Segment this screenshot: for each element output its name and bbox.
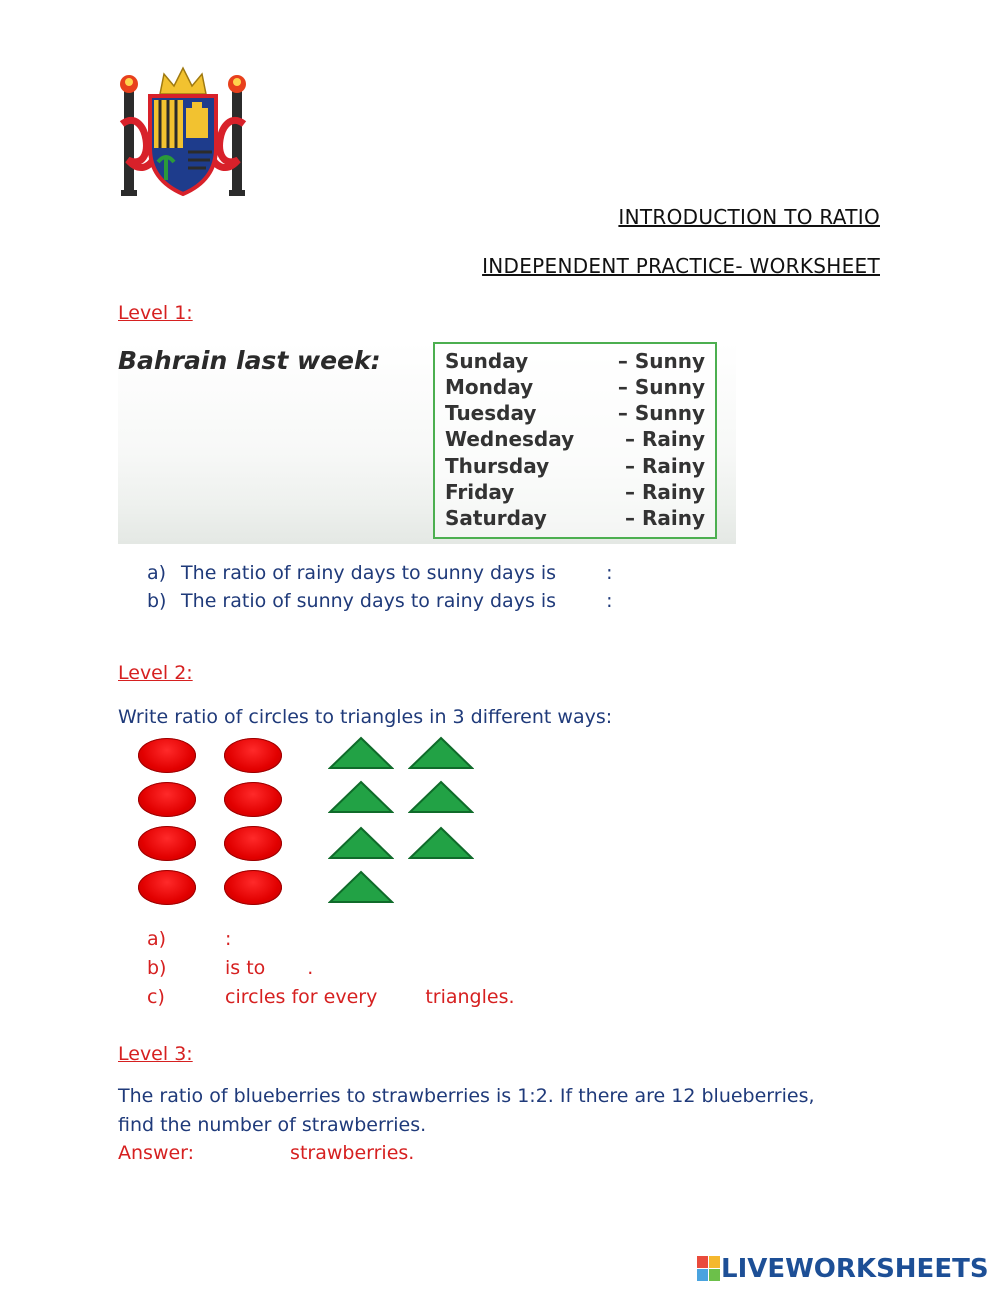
answer-part: triangles. — [425, 986, 515, 1008]
answer-part: is to — [225, 957, 266, 979]
level-3-answer-row — [118, 1142, 414, 1164]
page-subtitle: INDEPENDENT PRACTICE- WORKSHEET — [482, 254, 880, 278]
red-circle-shape — [138, 782, 196, 817]
level-3-question-line-1: The ratio of blueberries to strawberries is 1:2. If there are 12 blueberries, — [118, 1085, 815, 1107]
red-circle-shape — [224, 826, 282, 861]
question-b — [147, 590, 613, 612]
day-weather: – Rainy — [625, 480, 705, 504]
day-name: Wednesday — [445, 427, 575, 451]
level-1-heading: Level 1: — [118, 302, 193, 324]
weather-heading: Bahrain last week: — [118, 346, 381, 375]
weather-day-list — [433, 342, 717, 539]
red-circle-shape — [224, 782, 282, 817]
ratio-colon: : — [606, 590, 613, 612]
day-name: Thursday — [445, 454, 550, 478]
weather-row-thursday — [445, 454, 705, 480]
liveworksheets-logo — [697, 1254, 989, 1284]
green-triangle-shape — [408, 780, 474, 814]
school-crest-icon — [118, 64, 248, 200]
answer-row-a — [147, 928, 231, 950]
day-name: Sunday — [445, 349, 529, 373]
green-triangle-shape — [408, 826, 474, 860]
level-2-prompt: Write ratio of circles to triangles in 3 different ways: — [118, 706, 613, 728]
red-circle-shape — [138, 870, 196, 905]
answer-label: Answer: — [118, 1142, 195, 1164]
level-3-heading: Level 3: — [118, 1043, 193, 1065]
green-triangle-shape — [408, 736, 474, 770]
liveworksheets-logo-text: LIVEWORKSHEETS — [721, 1254, 989, 1284]
day-weather: – Sunny — [617, 375, 705, 399]
level-3-question-line-2: find the number of strawberries. — [118, 1114, 427, 1136]
green-triangle-shape — [328, 826, 394, 860]
answer-label: a) — [147, 928, 167, 950]
day-weather: – Sunny — [617, 349, 705, 373]
weather-row-tuesday — [445, 401, 705, 427]
answer-row-c — [147, 986, 515, 1008]
day-weather: – Rainy — [625, 454, 705, 478]
weather-row-friday — [445, 480, 705, 506]
answer-part: . — [307, 957, 314, 979]
day-name: Monday — [445, 375, 534, 399]
question-label: b) — [147, 590, 167, 612]
question-text: The ratio of sunny days to rainy days is — [181, 590, 557, 612]
answer-part: : — [225, 928, 232, 950]
day-name: Friday — [445, 480, 515, 504]
ratio-colon: : — [606, 562, 613, 584]
question-text: The ratio of rainy days to sunny days is — [181, 562, 557, 584]
liveworksheets-logo-icon — [697, 1256, 721, 1282]
answer-label: b) — [147, 957, 167, 979]
green-triangle-shape — [328, 870, 394, 904]
green-triangle-shape — [328, 780, 394, 814]
answer-part: circles for every — [225, 986, 378, 1008]
shapes-group — [130, 736, 490, 908]
green-triangle-shape — [328, 736, 394, 770]
answer-row-b — [147, 957, 313, 979]
answer-unit: strawberries. — [290, 1142, 415, 1164]
answer-label: c) — [147, 986, 165, 1008]
red-circle-shape — [224, 870, 282, 905]
red-circle-shape — [224, 738, 282, 773]
weather-row-saturday — [445, 506, 705, 532]
weather-row-monday — [445, 375, 705, 401]
weather-card — [118, 342, 736, 544]
weather-row-wednesday — [445, 427, 705, 453]
page-title: INTRODUCTION TO RATIO — [618, 205, 880, 229]
question-label: a) — [147, 562, 167, 584]
day-weather: – Sunny — [617, 401, 705, 425]
question-a — [147, 562, 613, 584]
day-weather: – Rainy — [625, 427, 705, 451]
level-2-heading: Level 2: — [118, 662, 193, 684]
day-weather: – Rainy — [625, 506, 705, 530]
red-circle-shape — [138, 738, 196, 773]
day-name: Tuesday — [445, 401, 537, 425]
red-circle-shape — [138, 826, 196, 861]
weather-row-sunday — [445, 349, 705, 375]
day-name: Saturday — [445, 506, 547, 530]
